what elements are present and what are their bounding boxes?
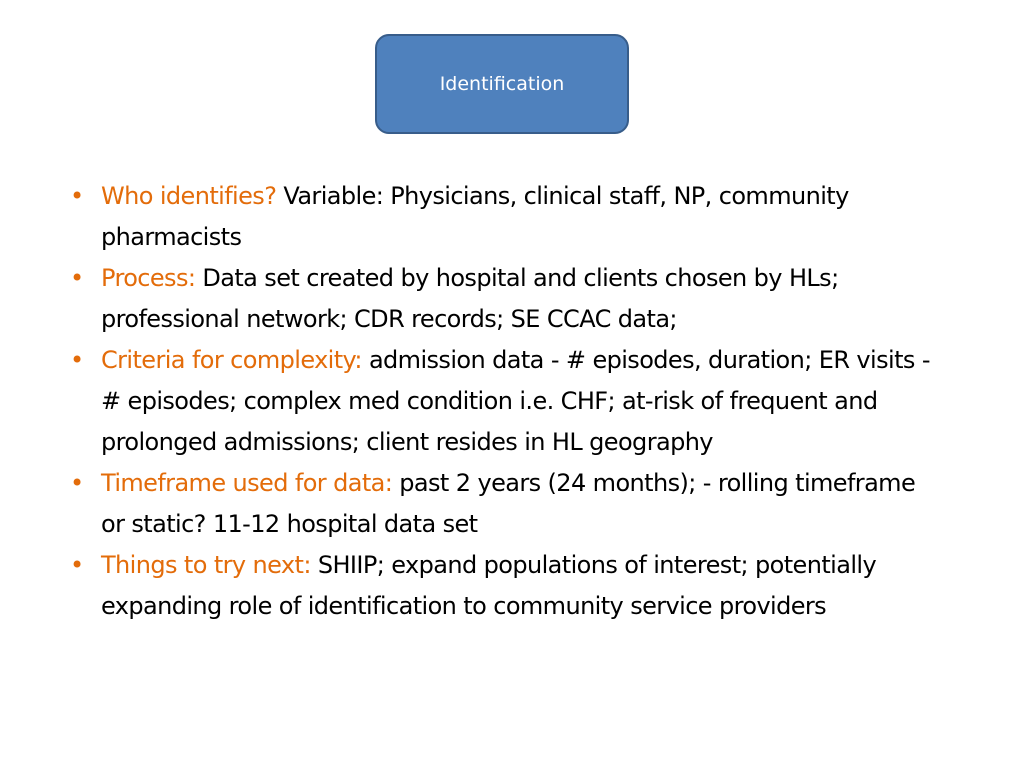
header-title: Identification [439, 73, 565, 95]
bullet-text: Data set created by hospital and clients chosen by HLs; professional network; CDR records; SE CCAC data; [101, 264, 839, 333]
bullet-lead: Timeframe used for data: [101, 469, 393, 497]
identification-header-box [375, 34, 629, 134]
bullet-criteria-for-complexity [70, 340, 940, 463]
bullet-lead: Who identifies? [101, 182, 277, 210]
bullet-things-to-try-next [70, 545, 940, 627]
bullet-list [70, 176, 940, 627]
bullet-text: Variable: Physicians, clinical staff, NP, community pharmacists [101, 182, 849, 251]
bullet-lead: Process: [101, 264, 196, 292]
bullet-text: past 2 years (24 months); - rolling timeframe or static? 11-12 hospital data set [101, 469, 916, 538]
bullet-text: admission data - # episodes, duration; ER visits - # episodes; complex med condition i.e. CHF; at-risk of frequent and prolonged admissions; client resides in HL geography [101, 346, 930, 456]
bullet-who-identifies [70, 176, 940, 258]
bullet-lead: Things to try next: [101, 551, 311, 579]
bullet-lead: Criteria for complexity: [101, 346, 362, 374]
bullet-timeframe [70, 463, 940, 545]
bullet-process [70, 258, 940, 340]
bullet-text: SHIIP; expand populations of interest; potentially expanding role of identification to community service providers [101, 551, 877, 620]
